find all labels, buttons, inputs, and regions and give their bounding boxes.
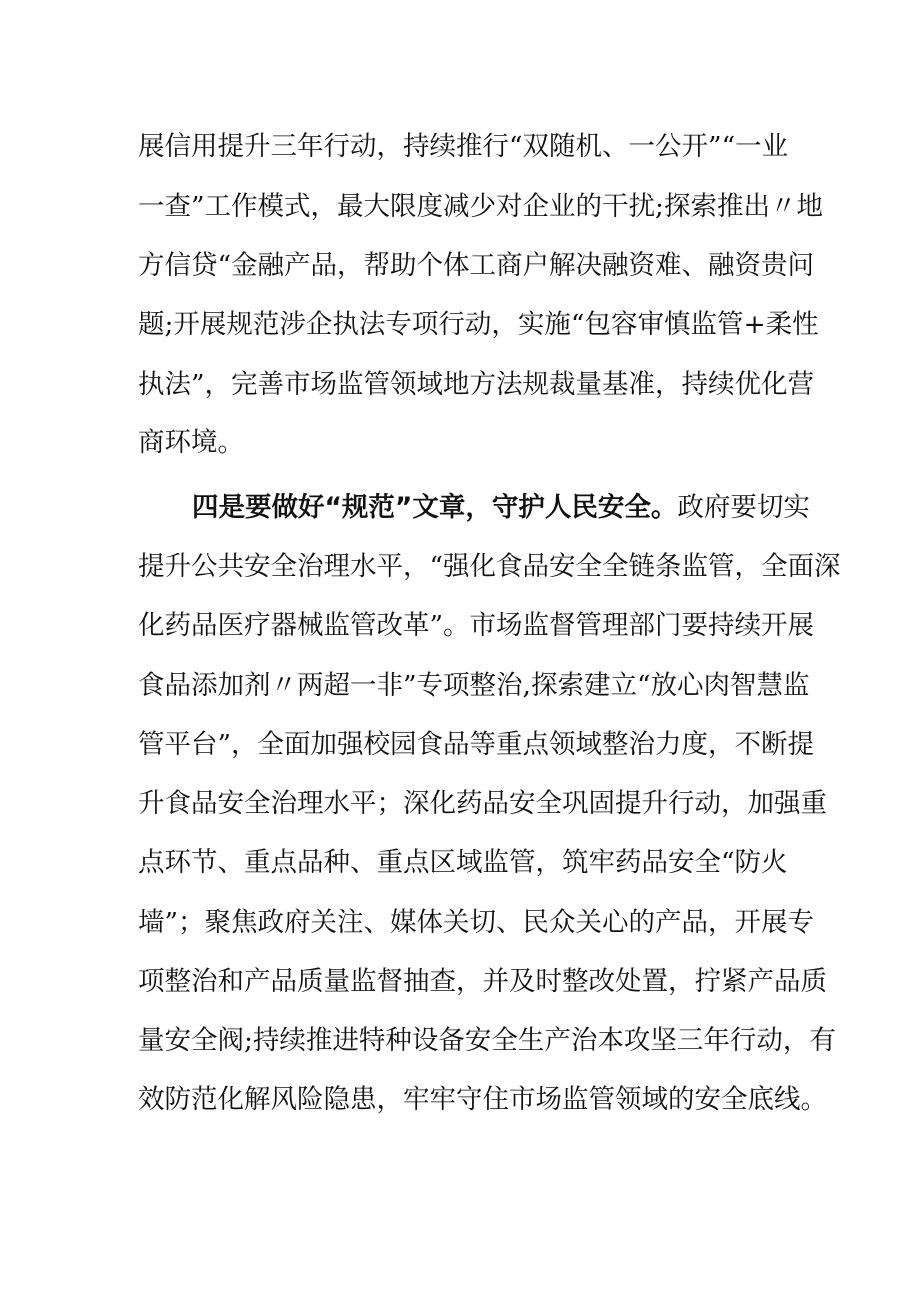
text-line: 一查”工作模式，最大限度减少对企业的干扰;探索推出〃地 [138,191,823,222]
text-line: 展信用提升三年行动，持续推行“双随机、一公开”“一业 [138,131,789,162]
text-line: 项整治和产品质量监督抽查，并及时整改处置，拧紧产品质 [138,966,827,997]
text-line: 升食品安全治理水平；深化药品安全巩固提升行动，加强重 [138,788,827,819]
paragraph-first-line [192,488,810,528]
text-line: 墙”；聚焦政府关注、媒体关切、民众关心的产品，开展专 [138,907,815,938]
text-line: 化药品医疗器械监管改革”。市场监督管理部门要持续开展 [138,610,815,641]
text-line: 商环境。 [138,427,244,458]
text-line: 执法”，完善市场监管领域地方法规裁量基准，持续优化营 [138,369,815,400]
text-line: 提升公共安全治理水平，“强化食品安全全链条监管，全面深 [138,551,841,582]
paragraph-heading: 四是要做好“规范”文章，守护人民安全。 [192,492,678,523]
text-line: 方信贷“金融产品，帮助个体工商户解决融资难、融资贵问 [138,250,815,281]
text-line: 管平台”，全面加强校园食品等重点领域整治力度，不断提 [138,729,815,760]
paragraph-first-line-text: 政府要切实 [677,492,810,523]
text-line: 点环节、重点品种、重点区域监管，筑牢药品安全“防火 [138,847,788,878]
text-line: 量安全阀;持续推进特种设备安全生产治本攻坚三年行动，有 [138,1025,836,1056]
text-line: 题;开展规范涉企执法专项行动，实施“包容审慎监管+柔性 [138,309,819,340]
text-line: 食品添加剂〃两超一非”专项整治,探索建立“放心肉智慧监 [138,670,810,701]
text-line: 效防范化解风险隐患，牢牢守住市场监管领域的安全底线。 [138,1084,827,1115]
